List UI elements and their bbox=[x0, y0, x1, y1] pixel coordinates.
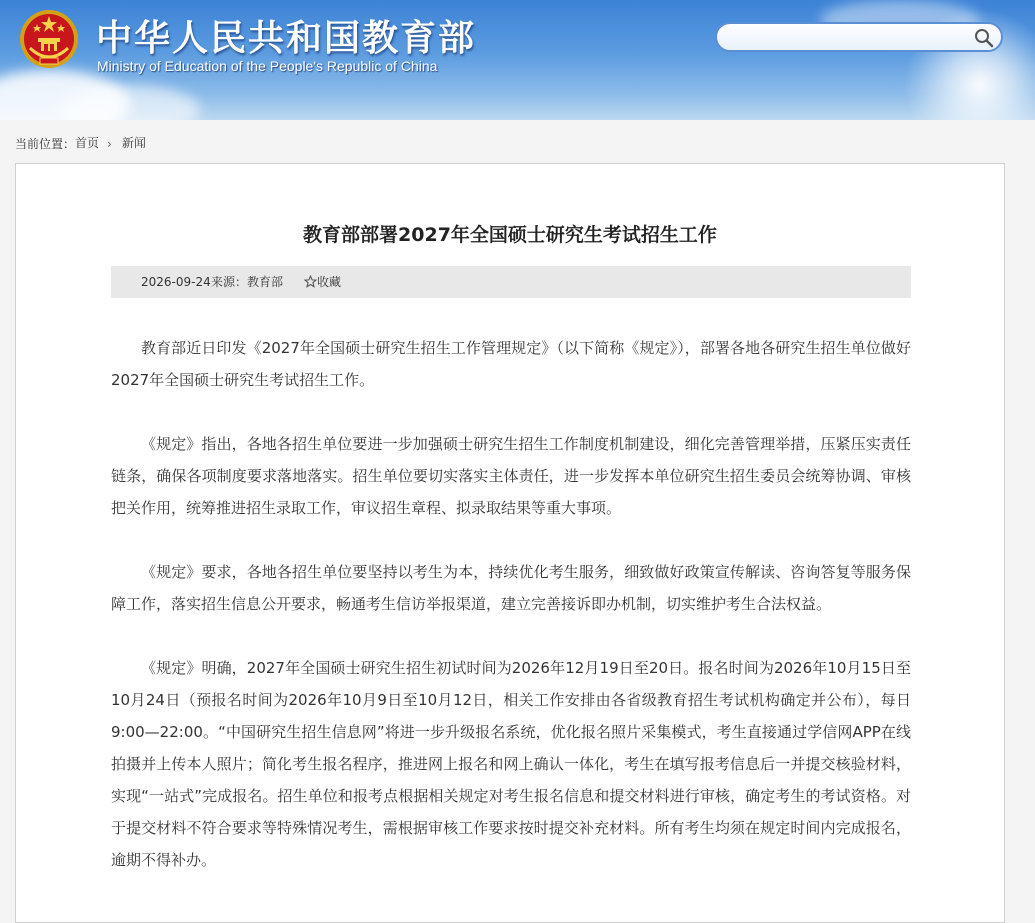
search-input[interactable] bbox=[729, 27, 973, 49]
article-paragraph: 《规定》指出，各地各招生单位要进一步加强硕士研究生招生工作制度机制建设，细化完善管理举措，压紧压实责任链条，确保各项制度要求落地落实。招生单位要切实落实主体责任，进一步发挥本单位研究生招生委员会统筹协调、审核把关作用，统筹推进招生录取工作，审议招生章程、拟录取结果等重大事项。 bbox=[111, 435, 911, 517]
breadcrumb-prefix: 当前位置： bbox=[15, 137, 76, 151]
article-body bbox=[111, 332, 911, 908]
article-paragraph: 《规定》要求，各地各招生单位要坚持以考生为本，持续优化考生服务，细致做好政策宣传解读、咨询答复等服务保障工作，落实招生信息公开要求，畅通考生信访举报渠道，建立完善接诉即办机制，切实维护考生合法权益。 bbox=[111, 563, 911, 613]
article-container bbox=[15, 163, 1005, 923]
search-icon[interactable] bbox=[973, 27, 995, 49]
national-emblem-icon[interactable] bbox=[18, 8, 80, 70]
article-title: 教育部部署2027年全国硕士研究生考试招生工作 bbox=[303, 224, 717, 246]
breadcrumb bbox=[15, 134, 146, 152]
site-subtitle: Ministry of Education of the People's Republic of China bbox=[97, 58, 438, 74]
article-paragraph: 教育部近日印发《2027年全国硕士研究生招生工作管理规定》（以下简称《规定》），部署各地各研究生招生单位做好2027年全国硕士研究生考试招生工作。 bbox=[111, 339, 911, 389]
breadcrumb-home-link[interactable]: 首页 bbox=[75, 136, 100, 150]
article-paragraph: 《规定》明确，2027年全国硕士研究生招生初试时间为2026年12月19日至20日。报名时间为2026年10月15日至10月24日（预报名时间为2026年10月9日至10月12日，相关工作安排由各省级教育招生考试机构确定并公布），每日9:00—22:00。“中国研究生招生信息网”将进一步升级报名系统，优化报名照片采集模式，考生直接通过学信网APP在线拍摄并上传本人照片；简化考生报名程序，推进网上报名和网上确认一体化，考生在填写报考信息后一并提交核验材料，实现“一站式”完成报名。招生单位和报考点根据相关规定对考生报名信息和提交材料进行审核，确定考生的考试资格。对于提交材料不符合要求等特殊情况考生，需根据审核工作要求按时提交补充材料。所有考生均须在规定时间内完成报名，逾期不得补办。 bbox=[111, 659, 911, 869]
favorite-button[interactable] bbox=[304, 266, 341, 298]
star-icon bbox=[304, 275, 317, 288]
article-meta-bar bbox=[111, 266, 911, 298]
article-source: 来源：教育部 bbox=[211, 275, 284, 289]
favorite-label: 收藏 bbox=[317, 275, 342, 289]
search-box[interactable] bbox=[715, 22, 1003, 52]
site-title: 中华人民共和国教育部 bbox=[96, 18, 477, 59]
article-date: 2026-09-24 bbox=[141, 275, 211, 289]
header-banner bbox=[0, 0, 1035, 120]
chevron-right-icon: › bbox=[107, 136, 112, 151]
breadcrumb-news-link[interactable]: 新闻 bbox=[121, 136, 146, 150]
